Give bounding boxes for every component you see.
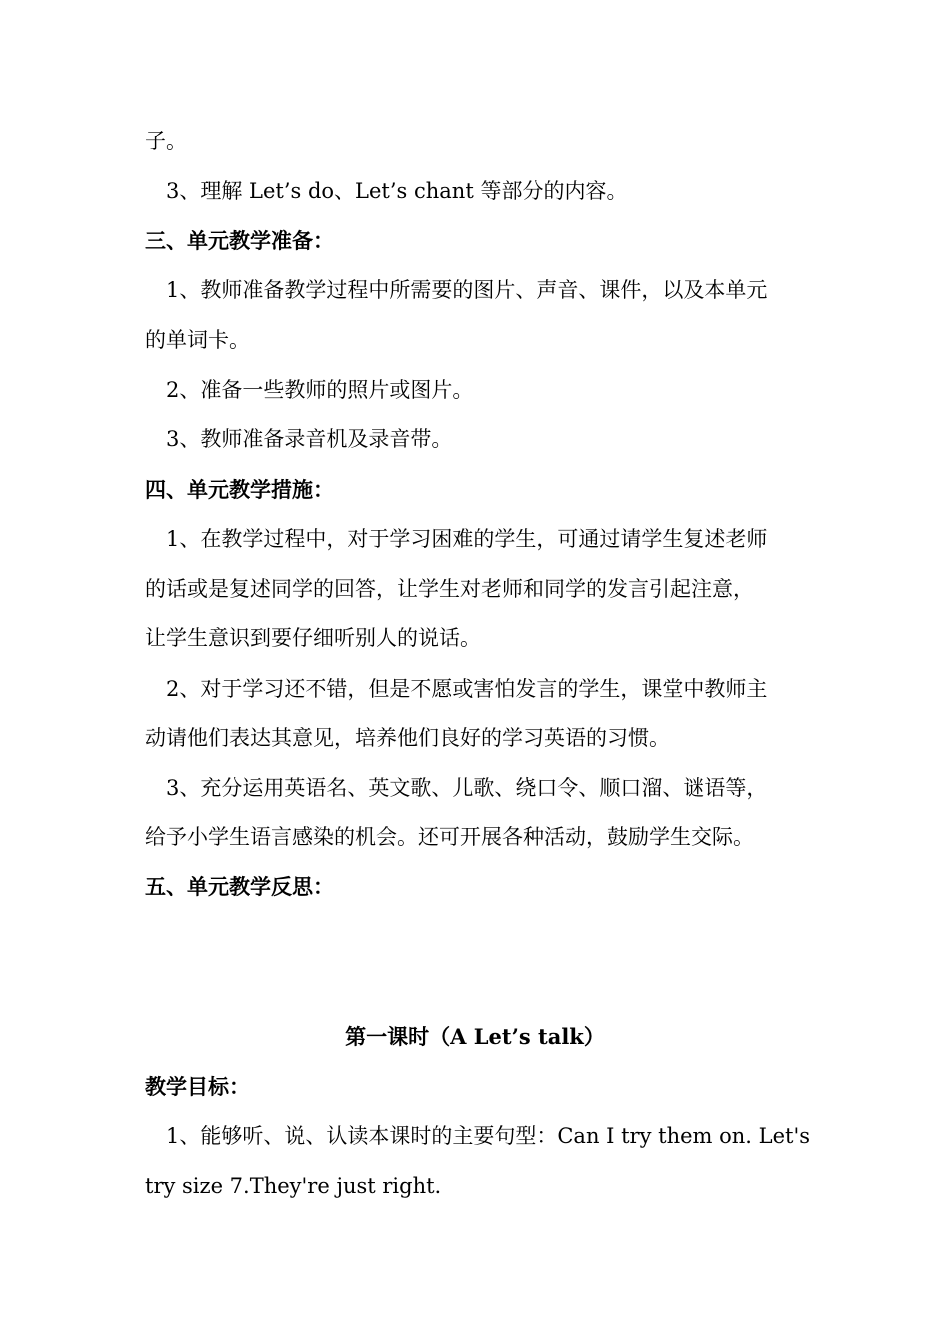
measure-item-1-line-3: 让学生意识到要仔细听别人的说话。 xyxy=(145,626,481,650)
preparation-item-2: 2、准备一些教师的照片或图片。 xyxy=(166,378,474,402)
measure-item-2-continued: 动请他们表达其意见，培养他们良好的学习英语的习惯。 xyxy=(145,726,670,750)
section-heading-measures: 四、单元教学措施： xyxy=(145,477,334,502)
teaching-objective-1-continued: try size 7.They're just right. xyxy=(145,1174,442,1198)
teaching-objectives-heading: 教学目标： xyxy=(145,1074,250,1099)
objective-item-3: 3、理解 Let’s do、Let’s chant 等部分的内容。 xyxy=(166,179,628,203)
preparation-item-3: 3、教师准备录音机及录音带。 xyxy=(166,427,453,451)
measure-item-3: 3、充分运用英语名、英文歌、儿歌、绕口令、顺口溜、谜语等， xyxy=(166,776,768,800)
preparation-item-1: 1、教师准备教学过程中所需要的图片、声音、课件，以及本单元 xyxy=(166,278,768,302)
preparation-item-1-continued: 的单词卡。 xyxy=(145,328,250,352)
teaching-objective-1: 1、能够听、说、认读本课时的主要句型：Can I try them on. Let's xyxy=(166,1124,810,1148)
measure-item-1: 1、在教学过程中，对于学习困难的学生，可通过请学生复述老师 xyxy=(166,527,768,551)
measure-item-2: 2、对于学习还不错，但是不愿或害怕发言的学生，课堂中教师主 xyxy=(166,677,768,701)
lesson-title: 第一课时（A Let’s talk） xyxy=(345,1024,605,1049)
measure-item-1-line-2: 的话或是复述同学的回答，让学生对老师和同学的发言引起注意， xyxy=(145,577,754,601)
section-heading-preparation: 三、单元教学准备： xyxy=(145,228,334,253)
section-heading-reflection: 五、单元教学反思： xyxy=(145,874,334,899)
paragraph-continuation: 子。 xyxy=(145,129,187,153)
measure-item-3-continued: 给予小学生语言感染的机会。还可开展各种活动，鼓励学生交际。 xyxy=(145,825,754,849)
